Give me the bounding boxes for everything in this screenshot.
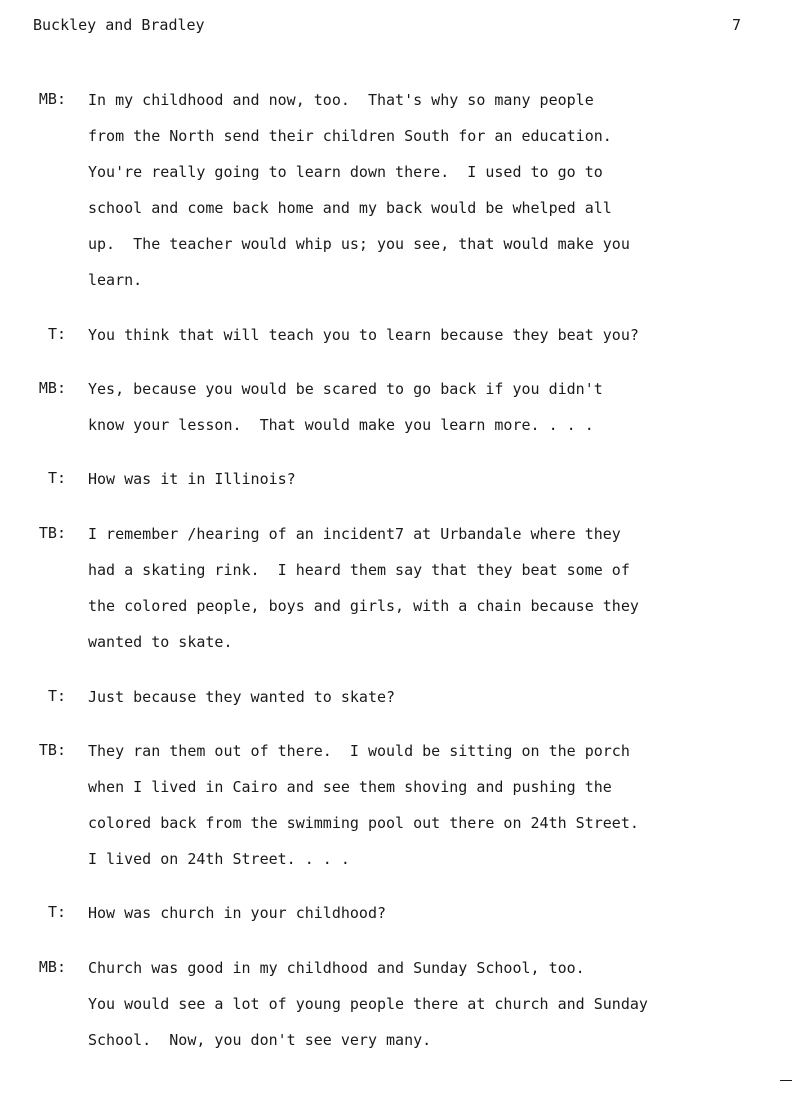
running-header: Buckley and Bradley xyxy=(33,16,205,34)
speech-text xyxy=(88,958,778,1066)
speech-text xyxy=(88,687,778,723)
speech-text xyxy=(88,469,778,505)
speech-line: How was church in your childhood? xyxy=(88,904,387,922)
speech-line: You think that will teach you to learn because they beat you? xyxy=(88,326,639,344)
speech-line: when I lived in Cairo and see them shoving and pushing the xyxy=(88,778,612,796)
speech-line: Just because they wanted to skate? xyxy=(88,688,396,706)
speech-line: colored back from the swimming pool out there on 24th Street. xyxy=(88,814,639,832)
speaker-label: MB: xyxy=(38,958,66,976)
speech-line: Church was good in my childhood and Sunday School, too. xyxy=(88,959,585,977)
speech-text xyxy=(88,903,778,939)
speech-line: In my childhood and now, too. That's why so many people xyxy=(88,91,594,109)
speech-line: They ran them out of there. I would be sitting on the porch xyxy=(88,742,630,760)
speech-line: Yes, because you would be scared to go back if you didn't xyxy=(88,380,603,398)
speech-line: learn. xyxy=(88,271,143,289)
speech-text xyxy=(88,741,778,885)
speech-text xyxy=(88,379,778,451)
speaker-label: T: xyxy=(47,687,66,705)
speech-line: I remember /hearing of an incident7 at Urbandale where they xyxy=(88,525,621,543)
speech-line: How was it in Illinois? xyxy=(88,470,296,488)
speaker-label: MB: xyxy=(38,379,66,397)
speech-line: School. Now, you don't see very many. xyxy=(88,1031,432,1049)
speech-text xyxy=(88,90,778,306)
speech-line: know your lesson. That would make you learn more. . . . xyxy=(88,416,594,434)
speech-text xyxy=(88,524,778,668)
speaker-label: MB: xyxy=(38,90,66,108)
margin-mark xyxy=(780,1080,792,1081)
speaker-label: TB: xyxy=(38,741,66,759)
speech-line: wanted to skate. xyxy=(88,633,233,651)
speech-line: from the North send their children South for an education. xyxy=(88,127,612,145)
speech-line: had a skating rink. I heard them say that they beat some of xyxy=(88,561,630,579)
speaker-label: T: xyxy=(47,325,66,343)
page-number: 7 xyxy=(732,16,742,34)
speaker-label: T: xyxy=(47,903,66,921)
speech-line: school and come back home and my back would be whelped all xyxy=(88,199,612,217)
speaker-label: T: xyxy=(47,469,66,487)
speech-line: the colored people, boys and girls, with a chain because they xyxy=(88,597,639,615)
speaker-label: TB: xyxy=(38,524,66,542)
speech-line: You're really going to learn down there. I used to go to xyxy=(88,163,603,181)
speech-line: up. The teacher would whip us; you see, that would make you xyxy=(88,235,630,253)
speech-line: I lived on 24th Street. . . . xyxy=(88,850,350,868)
speech-line: You would see a lot of young people there at church and Sunday xyxy=(88,995,648,1013)
speech-text xyxy=(88,325,778,361)
